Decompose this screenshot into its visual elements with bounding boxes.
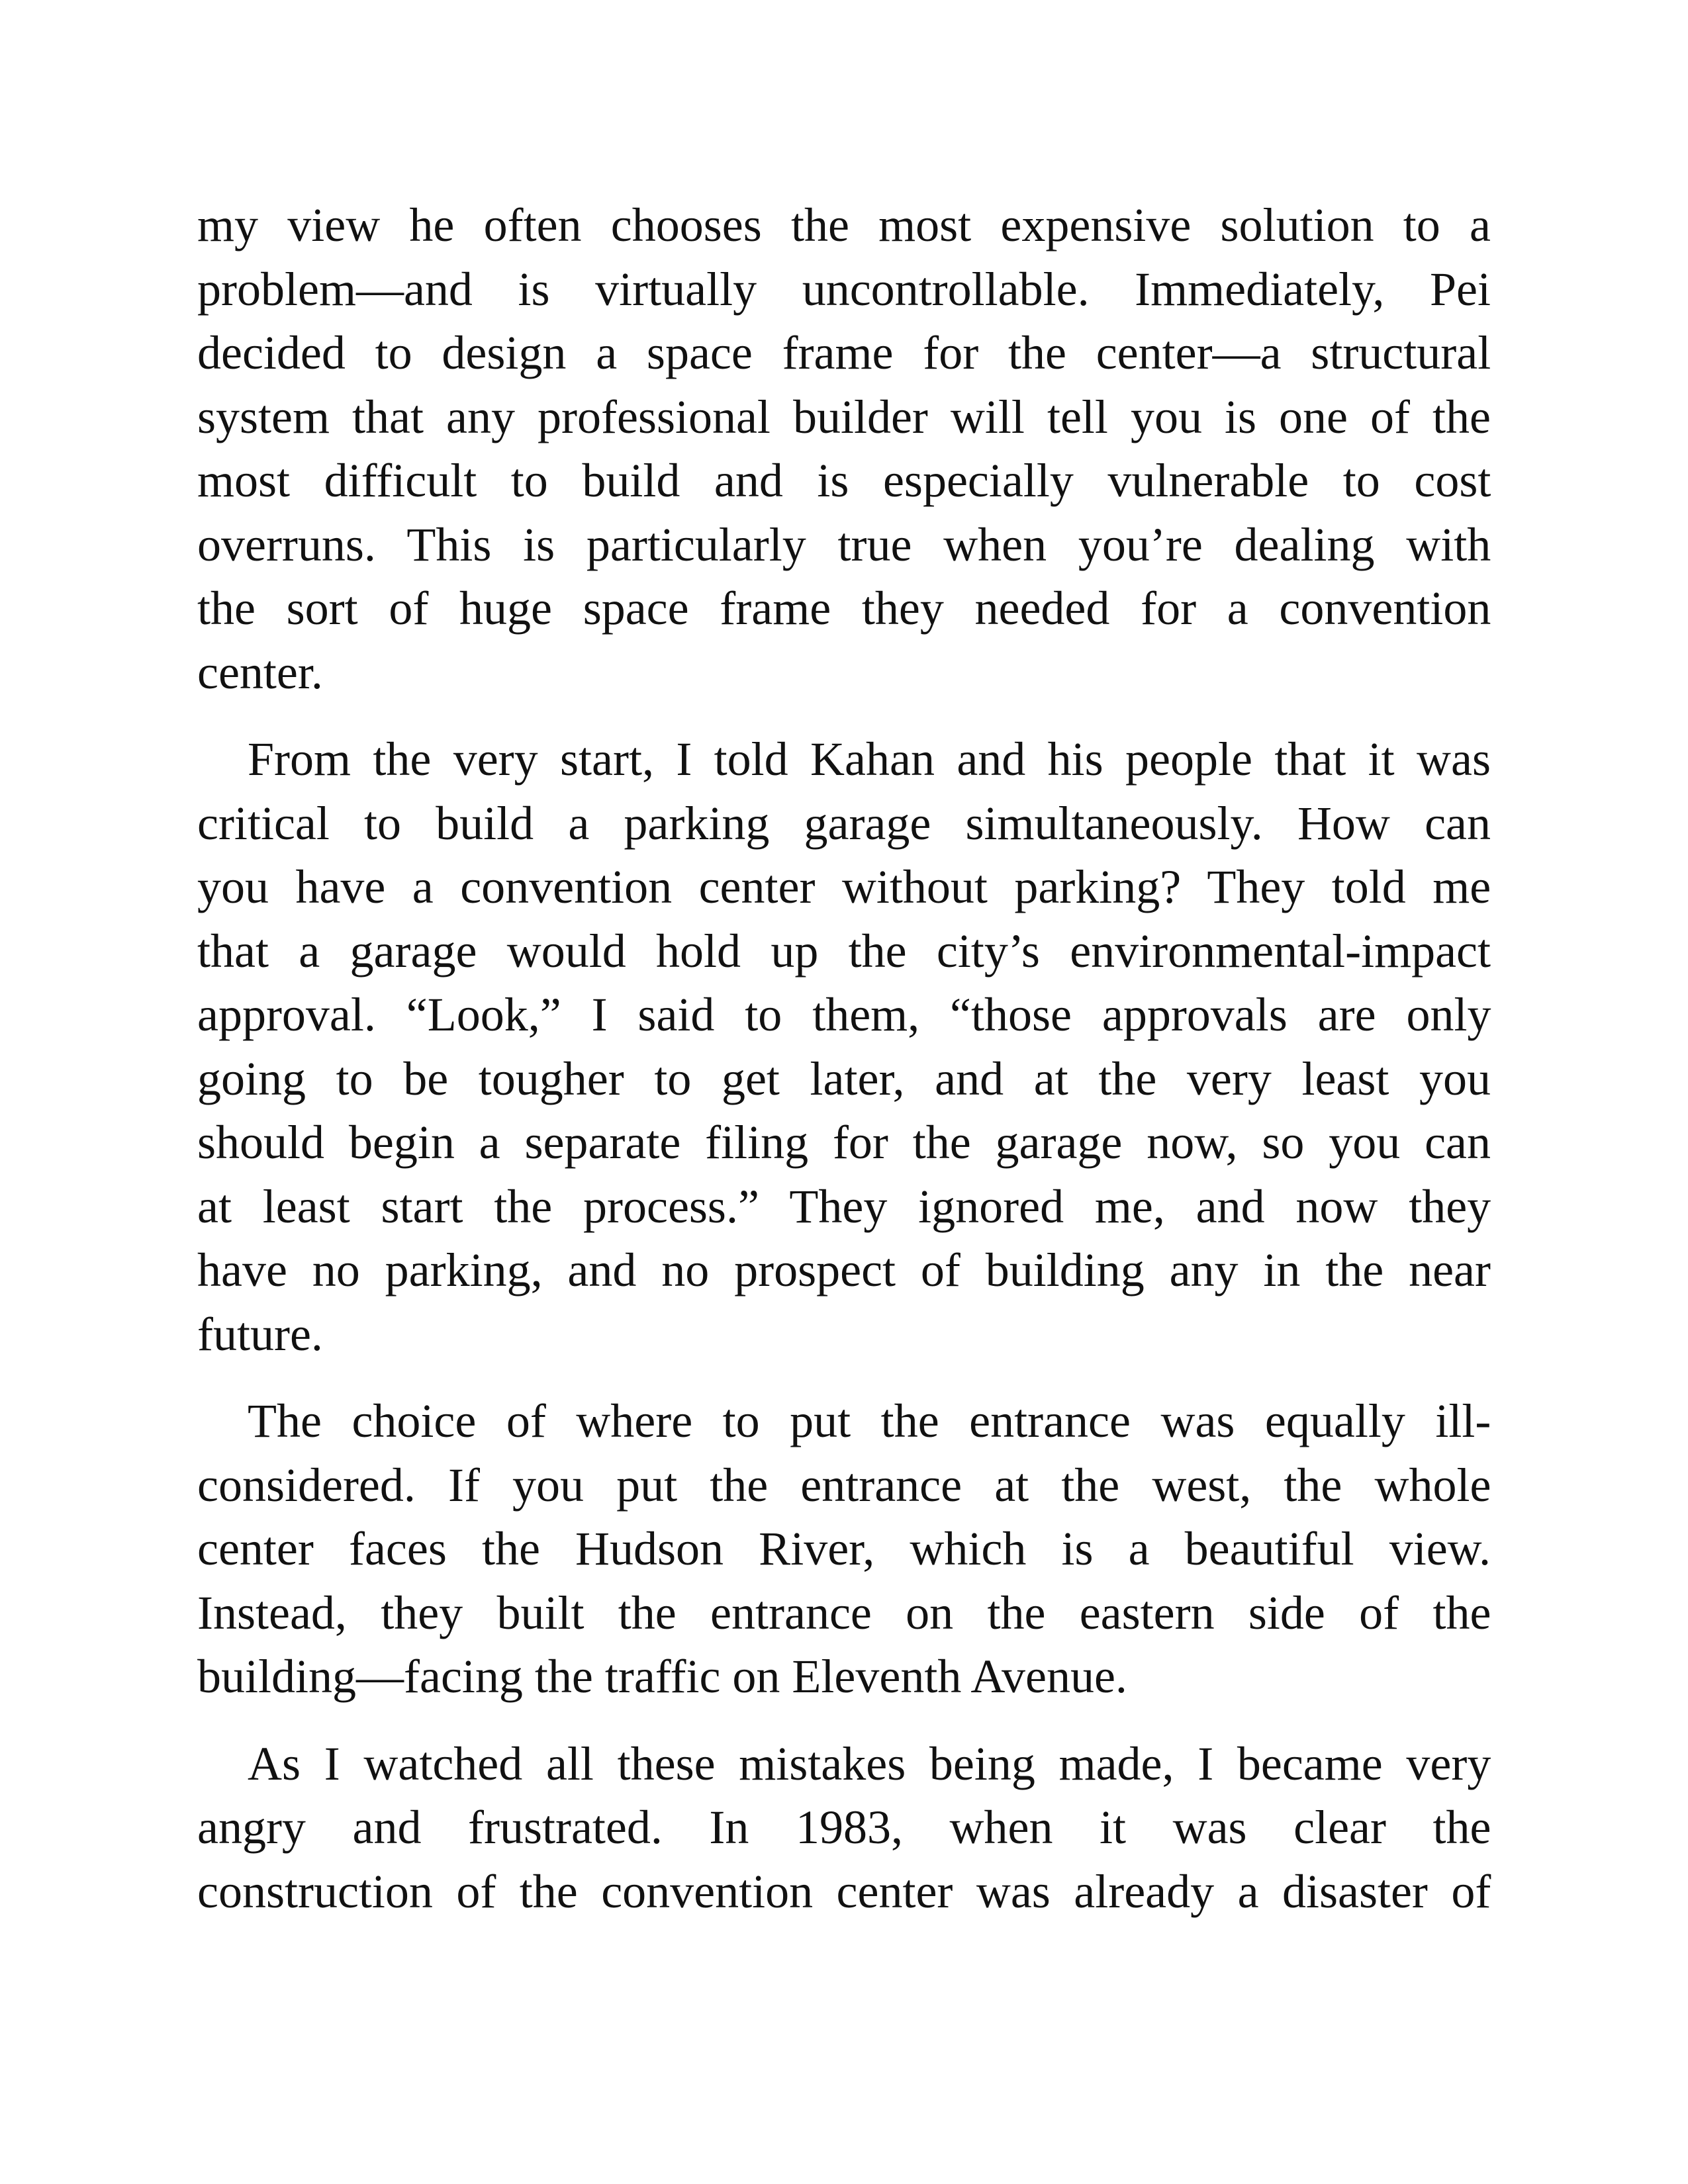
text-line: center faces the Hudson River, which is a beautiful view. — [197, 1522, 1491, 1575]
text-line: center. — [197, 645, 323, 699]
text-line: overruns. This is particularly true when you’re dealing with — [197, 518, 1491, 571]
text-line: my view he often chooses the most expensive solution to a — [197, 199, 1491, 251]
text-line: construction of the convention center was already a disaster of — [197, 1864, 1491, 1918]
text-line: As I watched all these mistakes being made, I became very — [248, 1737, 1491, 1790]
text-line: should begin a separate filing for the garage now, so you can — [197, 1116, 1491, 1169]
text-line: going to be tougher to get later, and at the very least you — [197, 1052, 1491, 1105]
text-line: angry and frustrated. In 1983, when it was clear the — [197, 1801, 1491, 1854]
text-line: critical to build a parking garage simultaneously. How can — [197, 796, 1491, 850]
text-line: Instead, they built the entrance on the eastern side of the — [197, 1586, 1491, 1639]
text-line: future. — [197, 1307, 323, 1361]
paragraph-4 — [197, 1732, 1491, 1924]
text-line: The choice of where to put the entrance was equally ill- — [248, 1394, 1491, 1447]
text-line: decided to design a space frame for the center—a structural — [197, 326, 1491, 379]
text-line: that a garage would hold up the city’s environmental-impact — [197, 924, 1491, 978]
paragraph-3 — [197, 1389, 1491, 1709]
text-line: most difficult to build and is especially vulnerable to cost — [197, 454, 1491, 507]
text-line: system that any professional builder will tell you is one of the — [197, 390, 1491, 443]
text-line: you have a convention center without parking? They told me — [197, 860, 1491, 913]
paragraph-2 — [197, 727, 1491, 1366]
text-line: problem—and is virtually uncontrollable. Immediately, Pei — [197, 262, 1491, 316]
text-line: building—facing the traffic on Eleventh Avenue. — [197, 1650, 1127, 1703]
text-line: approval. “Look,” I said to them, “those approvals are only — [197, 988, 1491, 1041]
paragraph-1 — [197, 193, 1491, 704]
body-text — [197, 193, 1491, 1923]
text-line: considered. If you put the entrance at the west, the whole — [197, 1458, 1491, 1512]
text-line: the sort of huge space frame they needed for a convention — [197, 582, 1491, 635]
text-line: at least start the process.” They ignored me, and now they — [197, 1179, 1491, 1233]
text-line: have no parking, and no prospect of building any in the near — [197, 1244, 1491, 1297]
text-line: From the very start, I told Kahan and his people that it was — [248, 733, 1491, 786]
